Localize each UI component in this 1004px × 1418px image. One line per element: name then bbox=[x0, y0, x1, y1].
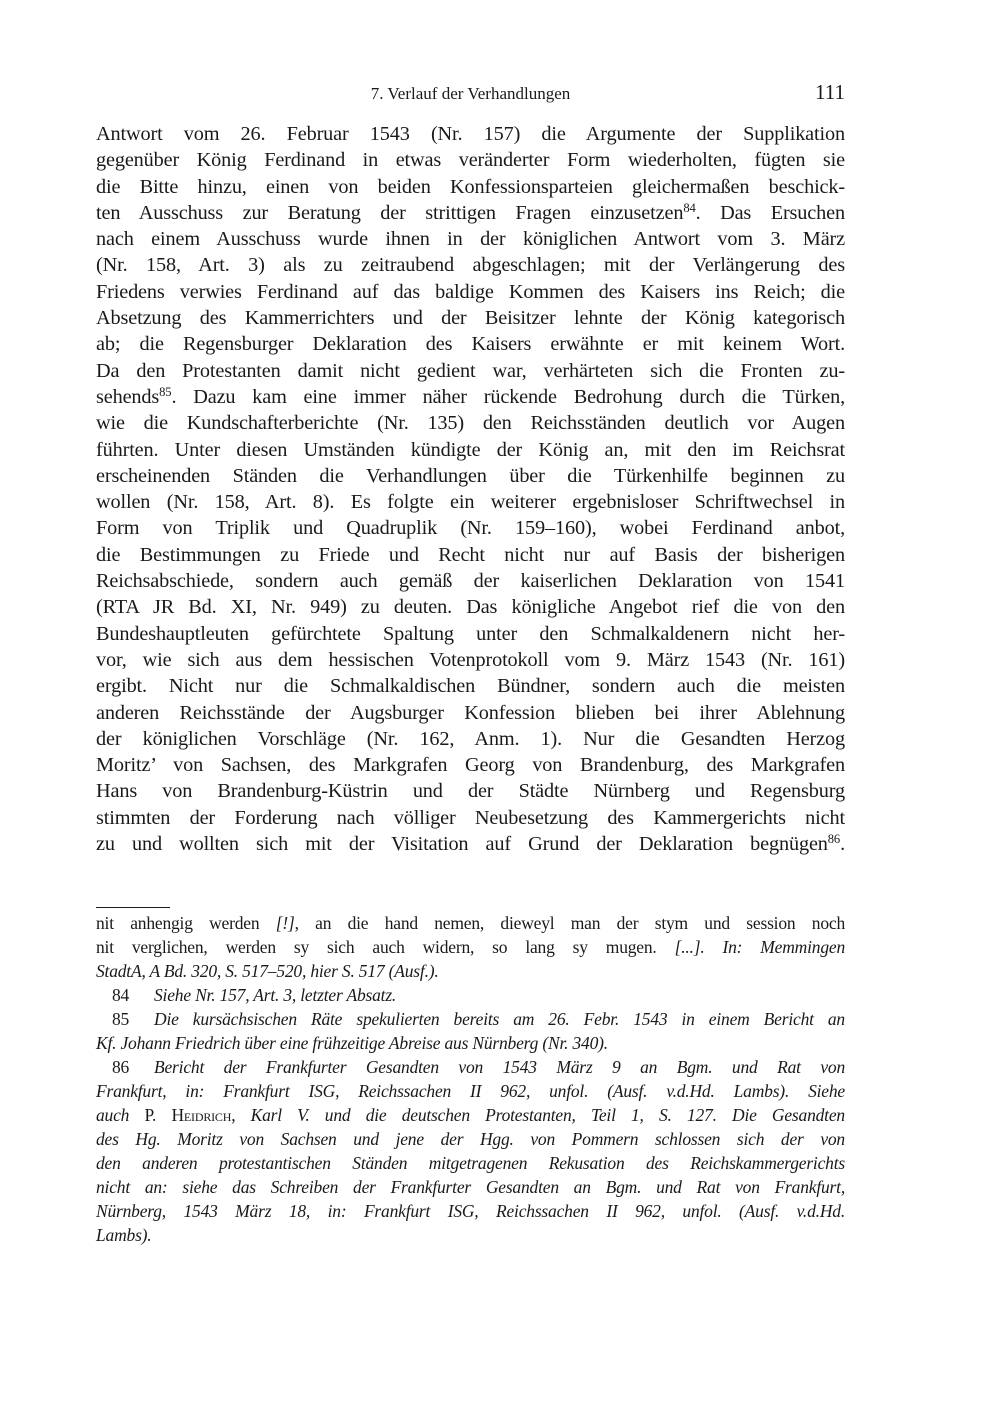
text-run: wie die Kundschafterberichte (Nr. 135) den Reichsständen deutlich vor Augen bbox=[96, 412, 845, 435]
text-run: (RTA JR Bd. XI, Nr. 949) zu deuten. Das königliche Angebot rief die von den bbox=[96, 596, 845, 619]
text-run: Lambs). bbox=[96, 1225, 152, 1245]
footnote-line bbox=[96, 1007, 845, 1031]
text-run: , an die hand nemen, dieweyl man der stym und session noch bbox=[294, 913, 845, 933]
text-run: Bericht der Frankfurter Gesandten von 1543 März 9 an Bgm. und Rat von bbox=[154, 1057, 845, 1077]
text-run: . bbox=[840, 833, 845, 856]
page-number: 111 bbox=[815, 80, 845, 104]
text-run: Frankfurt, in: Frankfurt ISG, Reichssachen II 962, unfol. (Ausf. v.d.Hd. Lambs). Siehe bbox=[96, 1081, 845, 1101]
text-run: nit anhengig werden bbox=[96, 913, 276, 933]
text-run: nach einem Ausschuss wurde ihnen in der königlichen Antwort vom 3. März bbox=[96, 228, 845, 251]
body-line bbox=[96, 305, 845, 331]
text-run: Die kursächsischen Räte spekulierten bereits am 26. Febr. 1543 in einem Bericht an bbox=[154, 1009, 845, 1029]
text-run: (Nr. 158, Art. 3) als zu zeitraubend abgeschlagen; mit der Verlängerung des bbox=[96, 254, 845, 277]
text-run: ergibt. Nicht nur die Schmalkaldischen Bündner, sondern auch die meisten bbox=[96, 675, 845, 698]
text-run: gegenüber König Ferdinand in etwas veränderter Form wiederholten, fügten sie bbox=[96, 149, 845, 172]
text-run: . Dazu kam eine immer näher rückende Bedrohung durch die Türken, bbox=[171, 385, 845, 408]
text-run: Karl V. und die deutschen Protestanten, Teil 1, S. 127. Die Gesandten bbox=[250, 1105, 845, 1125]
text-run: anderen Reichsstände der Augsburger Konfession blieben bei ihrer Ablehnung bbox=[96, 701, 845, 724]
body-line bbox=[96, 252, 845, 278]
running-head bbox=[96, 80, 845, 106]
text-run: die Bitte hinzu, einen von beiden Konfessionsparteien gleichermaßen beschick- bbox=[96, 175, 845, 198]
text-run: ab; die Regensburger Deklaration des Kaisers erwähnte er mit keinem Wort. bbox=[96, 333, 845, 356]
text-run: . Das Ersuchen bbox=[695, 201, 845, 224]
body-line bbox=[96, 147, 845, 173]
text-run: Moritz’ von Sachsen, des Markgrafen Georg von Brandenburg, des Markgrafen bbox=[96, 754, 845, 777]
footnote-number: 85 bbox=[112, 1009, 130, 1029]
body-line bbox=[96, 463, 845, 489]
text-run: Reichsabschiede, sondern auch gemäß der kaiserlichen Deklaration von 1541 bbox=[96, 570, 845, 593]
footnote-reference: 86 bbox=[827, 832, 841, 847]
body-line bbox=[96, 568, 845, 594]
footnote-reference: 85 bbox=[159, 385, 172, 400]
body-line bbox=[96, 831, 845, 857]
body-line bbox=[96, 805, 845, 831]
footnote-line bbox=[96, 1031, 845, 1055]
text-run: P. bbox=[144, 1105, 172, 1125]
text-run: zu und wollten sich mit der Visitation auf Grund der Deklaration begnügen bbox=[96, 833, 828, 856]
body-line bbox=[96, 200, 845, 226]
footnote-line bbox=[96, 983, 845, 1007]
text-run: [!] bbox=[275, 913, 295, 933]
body-line bbox=[96, 673, 845, 699]
text-run: vor, wie sich aus dem hessischen Votenprotokoll vom 9. März 1543 (Nr. 161) bbox=[96, 648, 845, 671]
text-run: erscheinenden Ständen die Verhandlungen über die Türkenhilfe beginnen zu bbox=[96, 464, 845, 487]
body-line bbox=[96, 279, 845, 305]
body-line bbox=[96, 515, 845, 541]
text-run: sehends bbox=[96, 385, 160, 408]
body-line bbox=[96, 358, 845, 384]
body-line bbox=[96, 700, 845, 726]
body-line bbox=[96, 778, 845, 804]
body-line bbox=[96, 489, 845, 515]
body-line bbox=[96, 752, 845, 778]
footnote-reference: 84 bbox=[683, 200, 696, 215]
footnote-line bbox=[96, 959, 845, 983]
text-run: Bundeshauptleuten gefürchtete Spaltung unter den Schmalkaldenern nicht her- bbox=[96, 622, 845, 645]
body-line bbox=[96, 621, 845, 647]
text-run: die Bestimmungen zu Friede und Recht nicht nur auf Basis der bisherigen bbox=[96, 543, 845, 566]
text-run: Friedens verwies Ferdinand auf das baldige Kommen des Kaisers ins Reich; die bbox=[96, 280, 845, 303]
footnote-line bbox=[96, 1199, 845, 1223]
footnote-line bbox=[96, 1079, 845, 1103]
text-run: , bbox=[231, 1105, 251, 1125]
text-run: StadtA, A Bd. 320, S. 517–520, hier S. 517 (Ausf.). bbox=[96, 961, 439, 981]
footnotes bbox=[96, 911, 845, 1247]
body-line bbox=[96, 121, 845, 147]
text-run: des Hg. Moritz von Sachsen und jene der Hgg. von Pommern schlossen sich der von bbox=[96, 1129, 845, 1149]
text-run: ten Ausschuss zur Beratung der strittigen Fragen einzusetzen bbox=[96, 201, 684, 224]
text-run: wollen (Nr. 158, Art. 8). Es folgte ein weiterer ergebnisloser Schriftwechsel in bbox=[96, 491, 845, 514]
body-text bbox=[96, 121, 845, 857]
text-run: stimmten der Forderung nach völliger Neubesetzung des Kammergerichts nicht bbox=[96, 806, 845, 829]
footnote-number: 86 bbox=[112, 1057, 130, 1077]
footnote-line bbox=[96, 1103, 845, 1127]
footnote-separator bbox=[96, 907, 170, 908]
author-name: Heidrich bbox=[171, 1105, 232, 1125]
text-run: Kf. Johann Friedrich über eine frühzeitige Abreise aus Nürnberg (Nr. 340). bbox=[96, 1033, 608, 1053]
body-line bbox=[96, 726, 845, 752]
text-run: den anderen protestantischen Ständen mitgetragenen Rekusation des Reichskammergerichts bbox=[96, 1153, 845, 1173]
text-run: Antwort vom 26. Februar 1543 (Nr. 157) die Argumente der Supplikation bbox=[96, 123, 845, 145]
text-run: führten. Unter diesen Umständen kündigte der König an, mit den im Reichsrat bbox=[96, 438, 845, 461]
footnote-line bbox=[96, 1223, 845, 1247]
text-run: Nürnberg, 1543 März 18, in: Frankfurt ISG, Reichssachen II 962, unfol. (Ausf. v.d.Hd. bbox=[96, 1201, 845, 1221]
text-run: [...]. In: Memmingen bbox=[674, 937, 845, 957]
body-line bbox=[96, 331, 845, 357]
body-line bbox=[96, 437, 845, 463]
text-run: nicht an: siehe das Schreiben der Frankfurter Gesandten an Bgm. und Rat von Frankfurt, bbox=[96, 1177, 845, 1197]
footnote-line bbox=[96, 1127, 845, 1151]
running-head-title: 7. Verlauf der Verhandlungen bbox=[370, 84, 571, 103]
footnote-line bbox=[96, 1055, 845, 1079]
text-run: Da den Protestanten damit nicht gedient war, verhärteten sich die Fronten zu- bbox=[96, 359, 845, 382]
text-run: auch bbox=[96, 1105, 145, 1125]
body-line bbox=[96, 542, 845, 568]
body-line bbox=[96, 410, 845, 436]
footnote-line bbox=[96, 911, 845, 935]
text-run: Form von Triplik und Quadruplik (Nr. 159–160), wobei Ferdinand anbot, bbox=[96, 517, 845, 540]
footnote-line bbox=[96, 935, 845, 959]
body-line bbox=[96, 384, 845, 410]
body-line bbox=[96, 594, 845, 620]
text-run: Absetzung des Kammerrichters und der Beisitzer lehnte der König kategorisch bbox=[96, 307, 845, 330]
text-run: Hans von Brandenburg-Küstrin und der Städte Nürnberg und Regensburg bbox=[96, 780, 845, 803]
body-line bbox=[96, 647, 845, 673]
footnote-line bbox=[96, 1151, 845, 1175]
body-line bbox=[96, 226, 845, 252]
text-run: nit verglichen, werden sy sich auch widern, so lang sy mugen. bbox=[96, 937, 675, 957]
text-run: der königlichen Vorschläge (Nr. 162, Anm. 1). Nur die Gesandten Herzog bbox=[96, 727, 845, 750]
text-run: Siehe Nr. 157, Art. 3, letzter Absatz. bbox=[154, 985, 397, 1005]
footnote-line bbox=[96, 1175, 845, 1199]
body-line bbox=[96, 174, 845, 200]
footnote-number: 84 bbox=[112, 985, 130, 1005]
